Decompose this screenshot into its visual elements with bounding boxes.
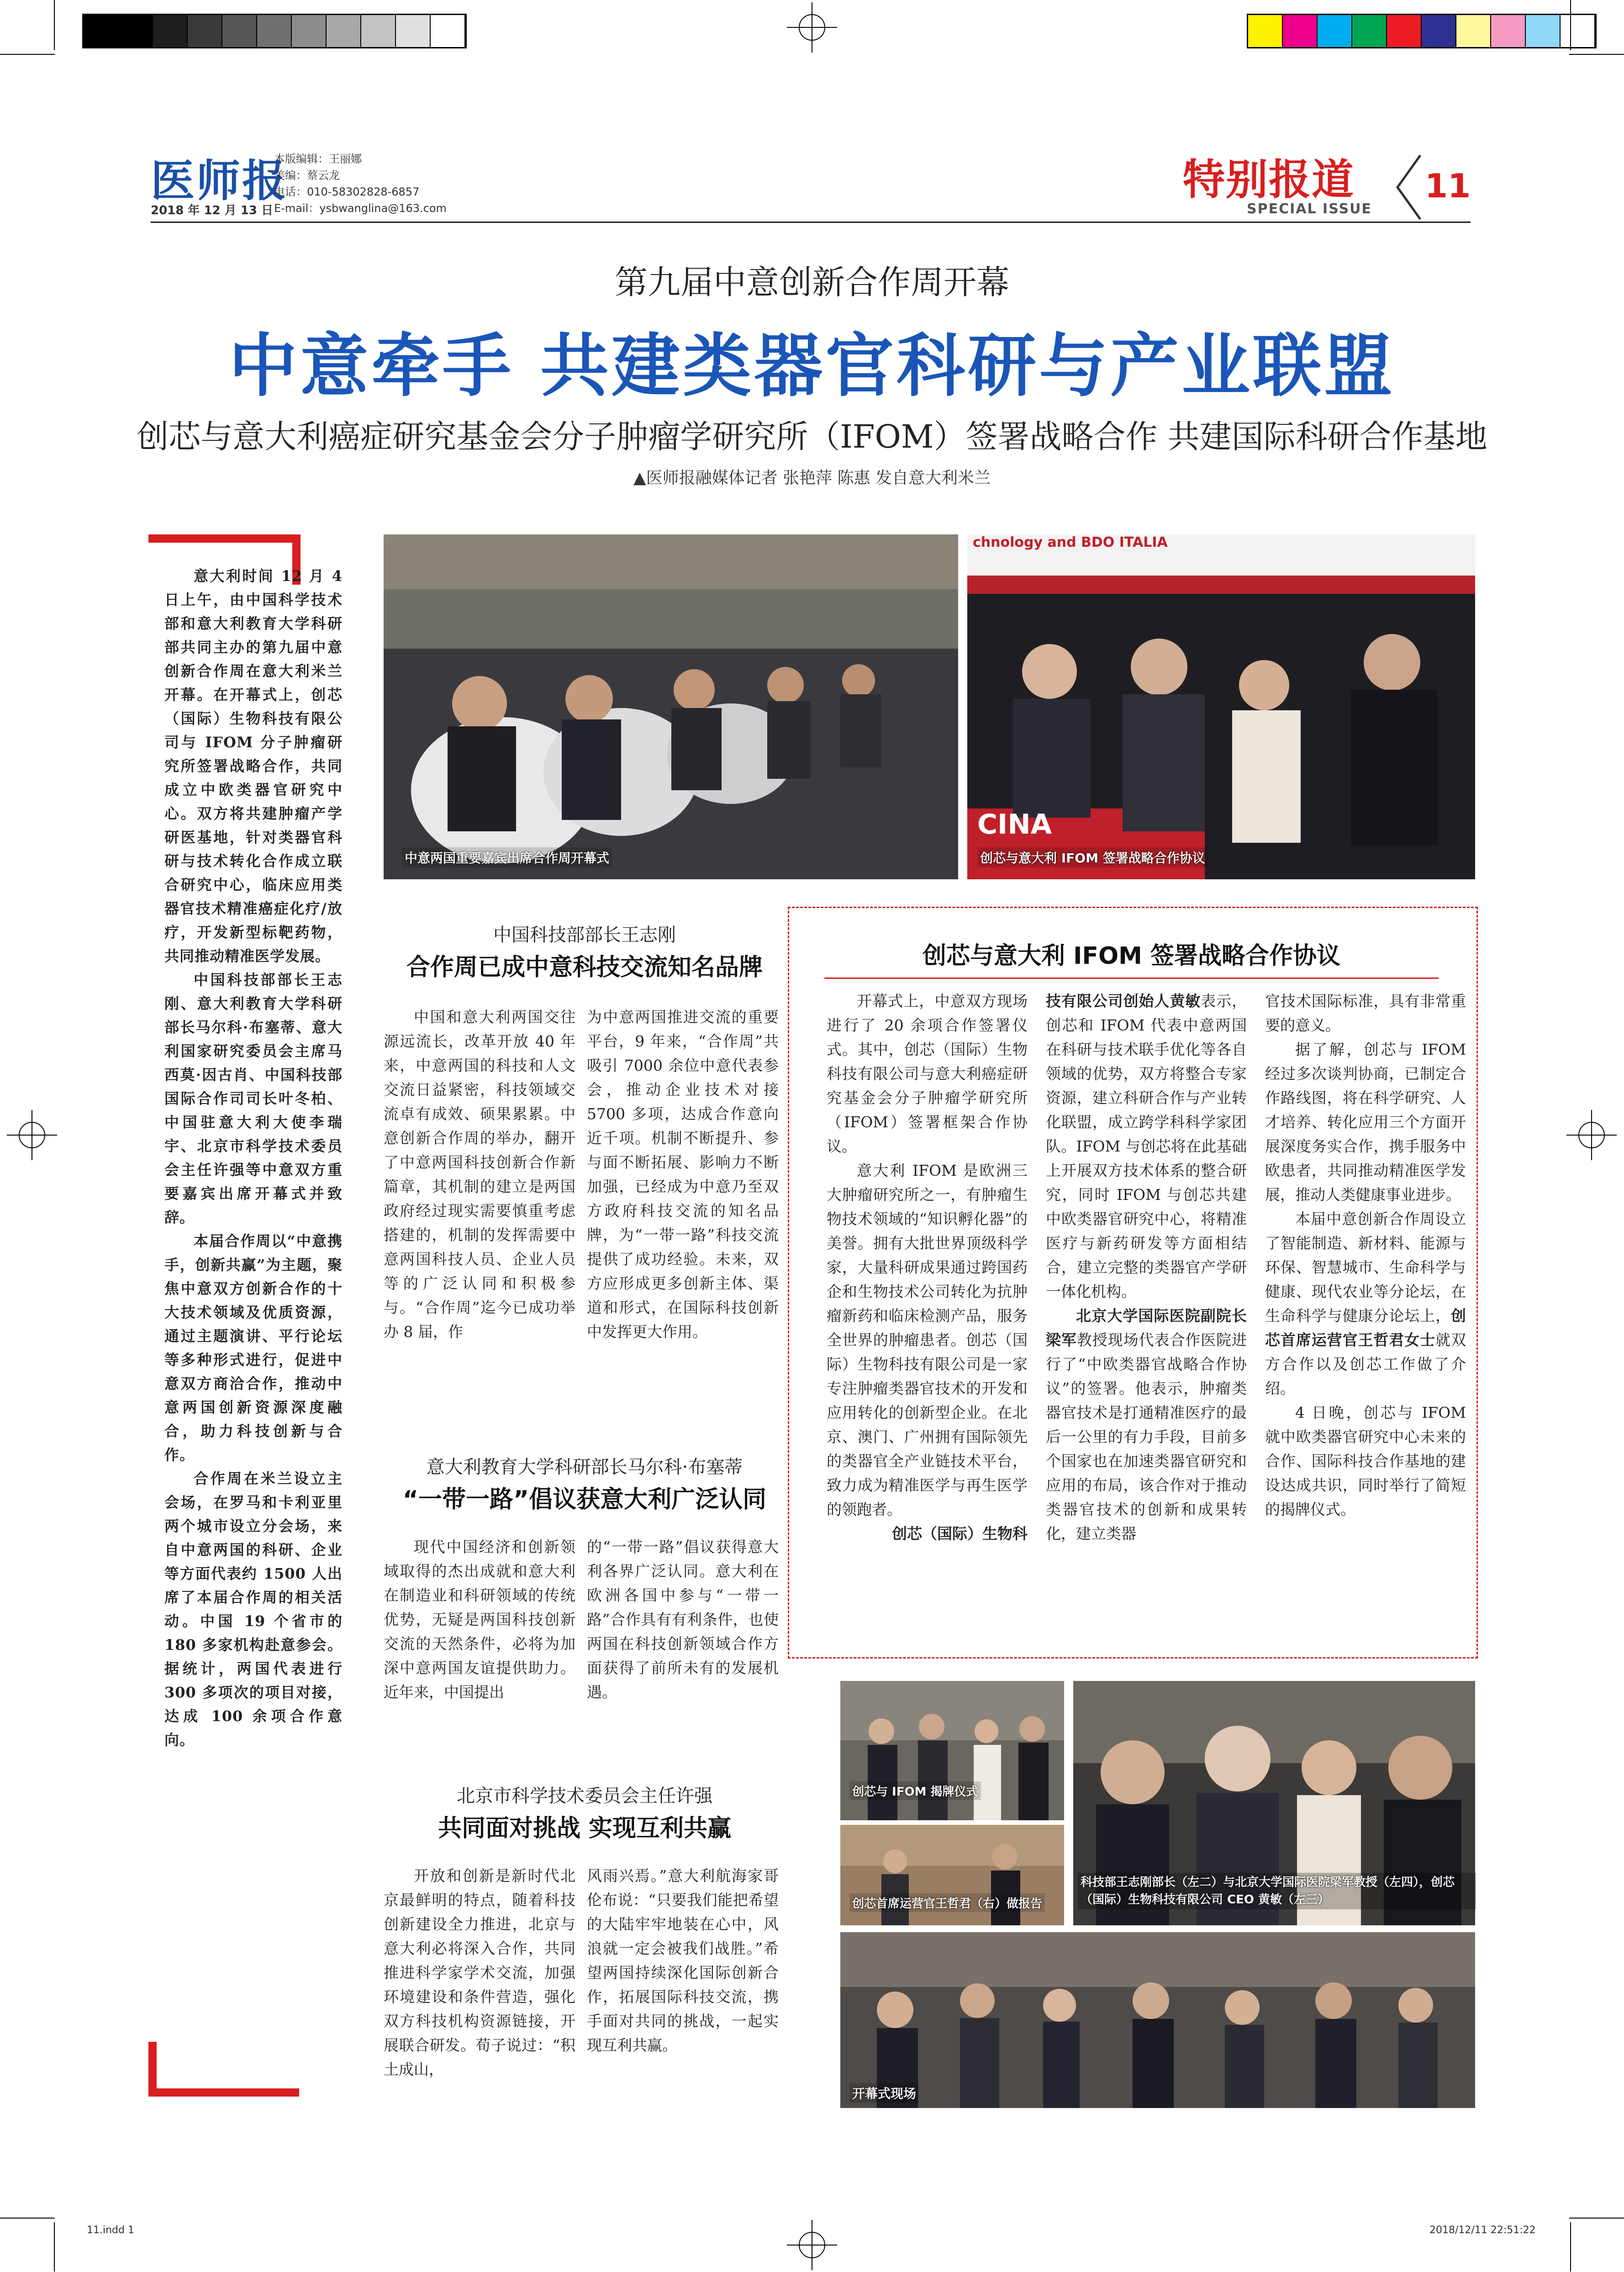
article-paragraph: 为中意两国推进交流的重要平台，9 年来，“合作周”共吸引 7000 余位中意代表参会，推动企业技术对接 5700 多项，达成合作意向近千项。机制不断提升、参与面不断拓展、影响力不断加强，已经成为中意乃至双方政府科技交流的知名品牌，为“一带一路”科技交流提供了成功经验。未来，双方应形成更多创新主体、渠道和形式，在国际科技创新中发挥更大作用。 bbox=[587, 1008, 779, 1341]
article-paragraph: 风雨兴焉。”意大利航海家哥伦布说：“只要我们能把希望的大陆牢牢地装在心中，风浪就一定会被我们战胜。”希望两国持续深化国际创新合作，拓展国际科技交流，携手面对共同的挑战，一起实现互利共赢。 bbox=[587, 1867, 779, 2054]
grayscale-calibration-bar bbox=[82, 14, 467, 48]
article-title: 共同面对挑战 实现互利共赢 bbox=[438, 1815, 732, 1842]
crop-mark-bottom-left bbox=[0, 2218, 55, 2219]
photo-caption: 创芯与意大利 IFOM 签署战略合作协议 bbox=[977, 847, 1208, 867]
article-paragraph bbox=[1046, 989, 1247, 1304]
photo-caption: 中意两国重要嘉宾出席合作周开幕式 bbox=[402, 847, 612, 867]
color-swatch bbox=[1526, 15, 1561, 47]
crop-mark-bottom-right bbox=[1569, 2218, 1624, 2219]
gray-swatch bbox=[327, 15, 361, 47]
lead-kicker: 第九届中意创新合作周开幕 bbox=[614, 263, 1009, 301]
bold-phrase: 北京大学国际医院副院长梁军 bbox=[1046, 1307, 1247, 1349]
intro-column bbox=[164, 564, 343, 1752]
article-kicker: 意大利教育大学科研部长马尔科·布塞蒂 bbox=[426, 1457, 743, 1478]
intro-frame-top bbox=[148, 534, 299, 543]
gray-swatch bbox=[153, 15, 188, 47]
intro-paragraph: 意大利时间 12 月 4 日上午，由中国科学技术部和意大利教育大学科研部共同主办的第九届中意创新合作周在意大利米兰开幕。在开幕式上，创芯（国际）生物科技有限公司与 IFOM 分子肿瘤研究所签署战略合作，共同成立中欧类器官研究中心。双方将共建肿瘤产学研医基地，针对类器官科研与技术转化合作成立联合研究中心，临床应用类器官技术精准癌症化疗/放疗，开发新型标靶药物，共同推动精准医学发展。 bbox=[164, 567, 343, 965]
file-name: 11.indd 1 bbox=[87, 2224, 134, 2236]
color-swatch bbox=[1248, 15, 1283, 47]
gray-swatch bbox=[431, 15, 465, 47]
print-timestamp: 2018/12/11 22:51:22 bbox=[1429, 2224, 1536, 2236]
page-number: 11 bbox=[1425, 167, 1471, 205]
article-paragraph: 开放和创新是新时代北京最鲜明的特点，随着科技创新建设全力推进，北京与意大利必将深入合作，共同推进科学家学术交流，加强环境建设和条件营造，强化双方科技机构资源链接，开展联合研发。荀子说过：“积土成山， bbox=[384, 1867, 575, 2078]
chevron-left-icon bbox=[1388, 151, 1425, 224]
photo-caption: 开幕式现场 bbox=[849, 2083, 919, 2103]
color-swatch bbox=[1456, 15, 1491, 47]
byline: ▲医师报融媒体记者 张艳萍 陈惠 发自意大利米兰 bbox=[633, 469, 991, 487]
color-swatch bbox=[1283, 15, 1318, 47]
gray-swatch bbox=[84, 15, 118, 47]
color-swatch bbox=[1422, 15, 1456, 47]
title-rule bbox=[824, 977, 1439, 979]
article-title: “一带一路”倡议获意大利广泛认同 bbox=[402, 1486, 767, 1513]
article-text: 本届中意创新合作周设立了智能制造、新材料、能源与环保、智慧城市、生命科学与健康、现代农业等分论坛，在生命科学与健康分论坛上， bbox=[1265, 1210, 1466, 1325]
article-paragraph: 意大利 IFOM 是欧洲三大肿瘤研究所之一，有肿瘤生物技术领域的“知识孵化器”的美誉。拥有大批世界顶级科学家，大量科研成果通过跨国药企和生物技术公司转化为抗肿瘤新药和临床检测产品，服务全世界的肿瘤患者。创芯（国际）生物科技有限公司是一家专注肿瘤类器官技术的开发和应用转化的创新型企业。在北京、澳门、广州拥有国际领先的类器官全产业链技术平台，致力成为精准医学与再生医学的领跑者。 bbox=[827, 1162, 1028, 1518]
article-paragraph: 4 日晚，创芯与 IFOM 就中欧类器官研究中心未来的合作、国际科技合作基地的建设达成共识，同时举行了简短的揭牌仪式。 bbox=[1265, 1404, 1466, 1518]
article-paragraph: 官技术国际标准，具有非常重要的意义。 bbox=[1265, 992, 1466, 1034]
article-column bbox=[587, 1864, 779, 2057]
gray-swatch bbox=[188, 15, 222, 47]
color-calibration-bar bbox=[1247, 14, 1597, 48]
article-text: 教授现场代表合作医院进行了“中欧类器官战略合作协议”的签署。他表示，肿瘤类器官技术是打通精准医疗的最后一公里的有力手段，目前多个国家也在加速类器官研究和应用的布局，该合作对于推动类器官技术的创新和成果转化，建立类器 bbox=[1046, 1331, 1247, 1543]
article-paragraph: 中国和意大利两国交往源远流长，改革开放 40 年来，中意两国的科技和人文交流日益紧密，科技领域交流卓有成效、硕果累累。中意创新合作周的举办，翻开了中意两国科技创新合作新篇章，其机制的建立是两国政府经过现实需要慎重考虑搭建的，机制的发挥需要中意两国科技人员、企业人员等的广泛认同和积极参与。“合作周”迄今已成功举办 8 届，作 bbox=[384, 1008, 575, 1341]
email-line: E-mail：ysbwanglina@163.com bbox=[274, 202, 447, 215]
editor-line: 本版编辑：王丽娜 bbox=[274, 153, 362, 165]
crop-mark-top-left bbox=[0, 54, 55, 55]
article-paragraph: 据了解，创芯与 IFOM 经过多次谈判协商，已制定合作路线图，将在科学研究、人才培养、转化应用三个方面开展深度务实合作，携手服务中欧患者，共同推动精准医学发展，推动人类健康事业进步。 bbox=[1265, 1041, 1466, 1204]
bold-phrase: 创芯首席运营官王哲君女士 bbox=[1265, 1307, 1466, 1349]
photo-caption: 科技部王志刚部长（左二）与北京大学国际医院梁军教授（左四），创芯（国际）生物科技有限公司 CEO 黄敏（左三） bbox=[1078, 1873, 1476, 1909]
crop-mark-top-left-v bbox=[54, 0, 55, 50]
article-text: 就双方合作以及创芯工作做了介绍。 bbox=[1265, 1331, 1466, 1397]
article-paragraph bbox=[1046, 1304, 1247, 1546]
lead-headline: 中意牵手 共建类器官科研与产业联盟 bbox=[228, 327, 1396, 406]
registration-mark-left bbox=[7, 1110, 57, 1160]
article-column bbox=[587, 1005, 779, 1344]
issue-date: 2018 年 12 月 13 日 bbox=[151, 204, 273, 217]
photo-caption: 创芯首席运营官王哲君（右）做报告 bbox=[849, 1893, 1045, 1912]
section-subtitle: SPECIAL ISSUE bbox=[1247, 201, 1372, 217]
section-title: 特别报道 bbox=[1183, 155, 1355, 204]
gray-swatch bbox=[361, 15, 396, 47]
banner-text: chnology and BDO ITALIA bbox=[973, 534, 1168, 550]
color-swatch bbox=[1318, 15, 1352, 47]
intro-frame-bottom bbox=[148, 2088, 299, 2097]
newspaper-logo: 医师报 bbox=[151, 155, 288, 206]
registration-mark-top bbox=[787, 2, 837, 53]
color-swatch bbox=[1352, 15, 1387, 47]
article-paragraph bbox=[827, 1522, 1028, 1546]
designer-line: 美编：蔡云龙 bbox=[274, 169, 340, 182]
article-column bbox=[587, 1535, 779, 1704]
crop-mark-bottom-right-v bbox=[1570, 2222, 1571, 2272]
editor-info bbox=[274, 151, 447, 217]
article-paragraph: 现代中国经济和创新领域取得的杰出成就和意大利在制造业和科研领域的传统优势，无疑是两国科技创新交流的天然条件，必将为加深中意两国友谊提供助力。近年来，中国提出 bbox=[384, 1538, 575, 1701]
article-column bbox=[827, 989, 1028, 1546]
phone-line: 电话：010-58302828-6857 bbox=[274, 185, 420, 198]
article-column bbox=[384, 1005, 575, 1344]
gray-swatch bbox=[257, 15, 292, 47]
registration-mark-bottom bbox=[787, 2220, 837, 2270]
header-rule bbox=[151, 222, 1471, 223]
sign-text: CINA bbox=[977, 808, 1052, 840]
article-paragraph: 开幕式上，中意双方现场进行了 20 余项合作签署仪式。其中，创芯（国际）生物科技有限公司与意大利癌症研究基金会分子肿瘤学研究所（IFOM）签署框架合作协议。 bbox=[827, 992, 1028, 1155]
photo-opening-ceremony-guests bbox=[384, 534, 958, 879]
article-text: 表示，创芯和 IFOM 代表中意两国在科研与技术联手优化等各自领域的优势，双方将整合专家资源，建立科研合作与产业转化联盟，成立跨学科科学家团队。IFOM 与创芯将在此基础上开展双方技术体系的整合研究，同时 IFOM 与创芯共建中欧类器官研究中心，将精准医疗与新药研发等方面相结合，建立完整的类器官产学研一体化机构。 bbox=[1046, 992, 1247, 1300]
lead-subhead: 创芯与意大利癌症研究基金会分子肿瘤学研究所（IFOM）签署战略合作 共建国际科研合作基地 bbox=[137, 418, 1487, 455]
article-column bbox=[1046, 989, 1247, 1546]
crop-mark-bottom-left-v bbox=[54, 2222, 55, 2272]
gray-swatch bbox=[222, 15, 257, 47]
color-swatch bbox=[1387, 15, 1422, 47]
bold-phrase: 创芯（国际）生物科 bbox=[892, 1525, 1028, 1543]
photo-caption: 创芯与 IFOM 揭牌仪式 bbox=[849, 1781, 981, 1800]
intro-paragraph: 中国科技部部长王志刚、意大利教育大学科研部长马尔科·布塞蒂、意大利国家研究委员会主席马西莫·因古肖、中国科技部国际合作司司长叶冬柏、中国驻意大利大使李瑞宇、北京市科学技术委员会主任许强等中意双方重要嘉宾出席开幕式并致辞。 bbox=[164, 971, 343, 1226]
photo-opening-venue bbox=[840, 1932, 1475, 2108]
registration-mark-right bbox=[1566, 1110, 1617, 1160]
article-kicker: 中国科技部部长王志刚 bbox=[493, 925, 676, 946]
article-column bbox=[384, 1535, 575, 1704]
intro-paragraph: 合作周在米兰设立主会场，在罗马和卡利亚里两个城市设立分会场，来自中意两国的科研、企业等方面代表约 1500 人出席了本届合作周的相关活动。中国 19 个省市的 180 多家机构赴意参会。据统计，两国代表进行 300 多项次的项目对接，达成 100 余项合作意向。 bbox=[164, 1470, 343, 1749]
gray-swatch bbox=[396, 15, 431, 47]
article-title: 创芯与意大利 IFOM 签署战略合作协议 bbox=[922, 942, 1341, 970]
crop-mark-top-right-v bbox=[1570, 0, 1571, 50]
color-swatch bbox=[1561, 15, 1595, 47]
article-paragraph bbox=[1265, 1207, 1466, 1400]
crop-mark-top-right bbox=[1569, 54, 1624, 55]
article-title: 合作周已成中意科技交流知名品牌 bbox=[406, 954, 763, 981]
color-swatch bbox=[1491, 15, 1526, 47]
bold-phrase: 技有限公司创始人黄敏 bbox=[1046, 992, 1201, 1010]
article-paragraph: 的“一带一路”倡议获得意大利各界广泛认同。意大利在欧洲各国中参与“一带一路”合作具有有利条件，也使两国在科技创新领域合作方面获得了前所未有的发展机遇。 bbox=[587, 1538, 779, 1701]
gray-swatch bbox=[118, 15, 153, 47]
gray-swatch bbox=[292, 15, 327, 47]
intro-paragraph: 本届合作周以“中意携手，创新共赢”为主题，聚焦中意双方创新合作的十大技术领域及优质资源，通过主题演讲、平行论坛等多种形式进行，促进中意双方商洽合作，推动中意两国创新资源深度融合，助力科技创新与合作。 bbox=[164, 1232, 343, 1464]
article-kicker: 北京市科学技术委员会主任许强 bbox=[457, 1786, 712, 1807]
article-column bbox=[1265, 989, 1466, 1522]
article-column bbox=[384, 1864, 575, 2082]
